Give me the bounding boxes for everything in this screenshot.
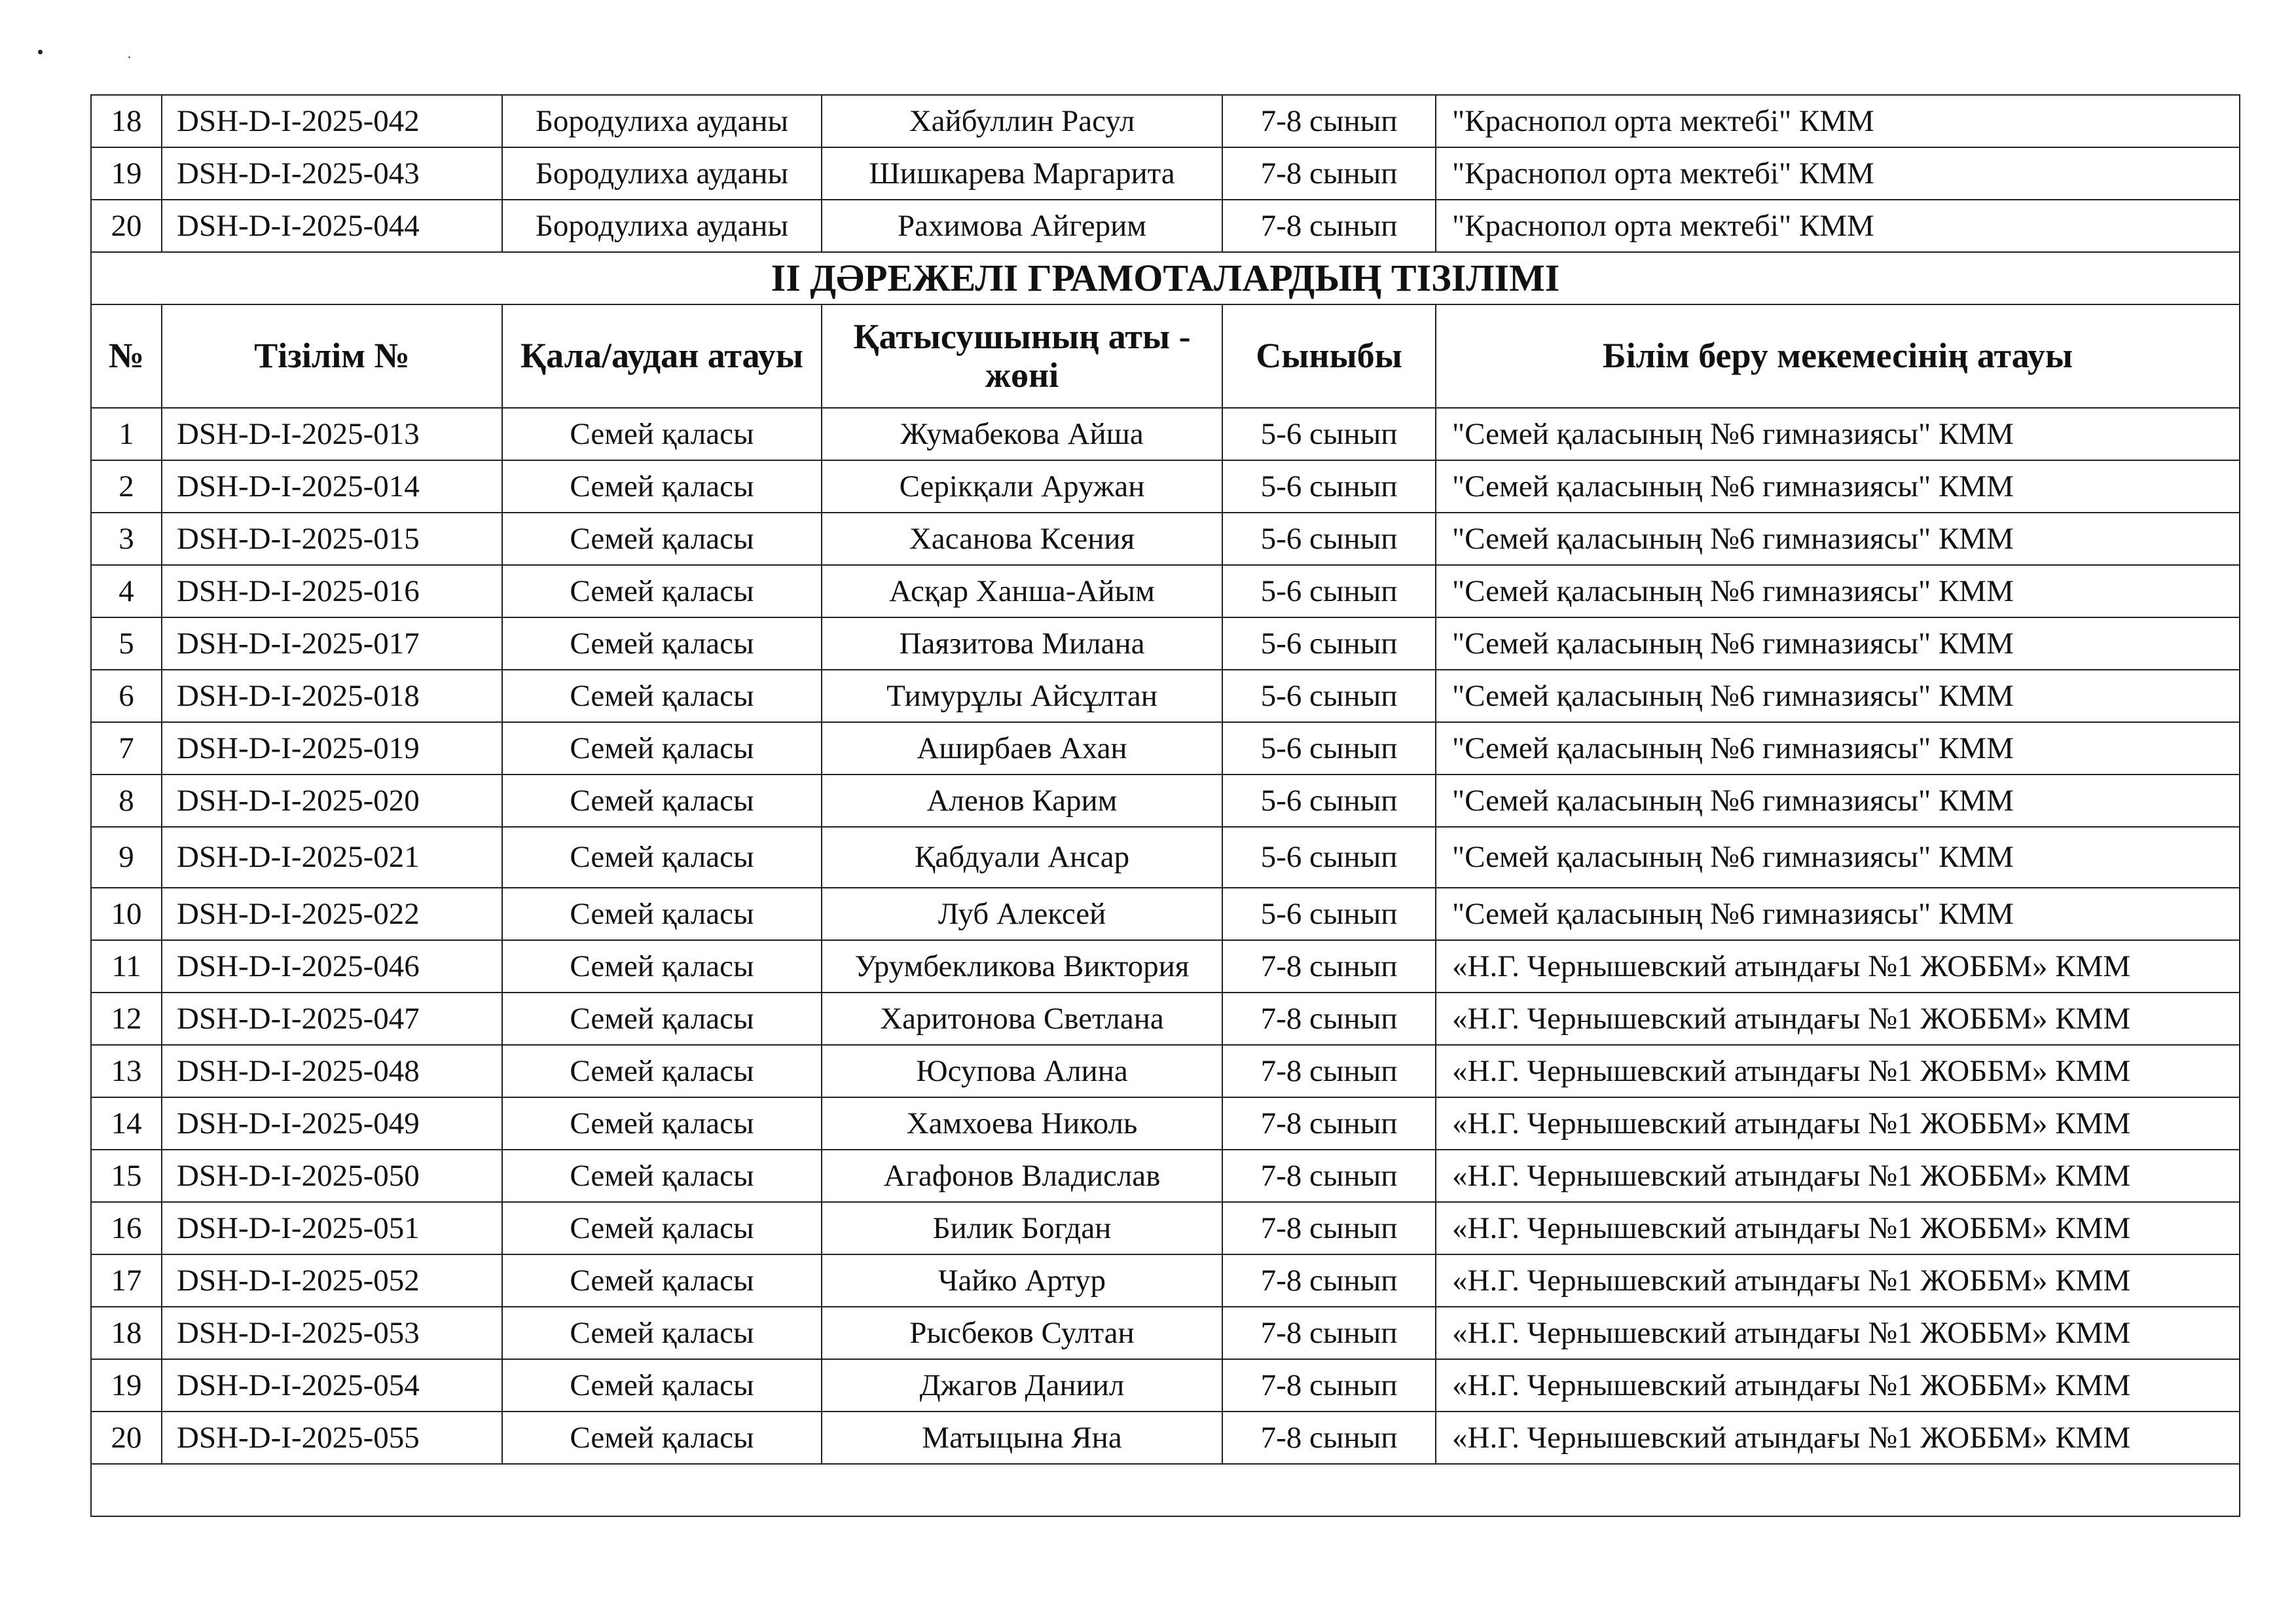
participant-name: Рахимова Айгерим [822, 200, 1222, 252]
district-name: Семей қаласы [502, 408, 822, 460]
registry-number: DSH-D-I-2025-055 [162, 1412, 502, 1464]
table-row [91, 1359, 2240, 1412]
district-name: Семей қаласы [502, 1412, 822, 1464]
school-name: «Н.Г. Чернышевский атындағы №1 ЖОББМ» КММ [1436, 1254, 2240, 1307]
participant-name: Харитонова Светлана [822, 993, 1222, 1045]
row-number: 7 [91, 722, 162, 775]
header-grade: Сыныбы [1222, 304, 1436, 408]
row-number: 13 [91, 1045, 162, 1097]
registry-number: DSH-D-I-2025-043 [162, 147, 502, 200]
registry-number: DSH-D-I-2025-046 [162, 940, 502, 993]
participant-name: Жумабекова Айша [822, 408, 1222, 460]
participant-name: Тимурұлы Айсұлтан [822, 670, 1222, 722]
row-number: 10 [91, 888, 162, 940]
registry-number: DSH-D-I-2025-049 [162, 1097, 502, 1150]
school-name: "Семей қаласының №6 гимназиясы" КММ [1436, 827, 2240, 888]
school-name: "Семей қаласының №6 гимназиясы" КММ [1436, 888, 2240, 940]
participant-name: Рысбеков Султан [822, 1307, 1222, 1359]
row-number: 5 [91, 617, 162, 670]
grade: 7-8 сынып [1222, 1202, 1436, 1254]
registry-number: DSH-D-I-2025-015 [162, 513, 502, 565]
table-row [91, 565, 2240, 617]
grade: 5-6 сынып [1222, 565, 1436, 617]
row-number: 6 [91, 670, 162, 722]
table-row [91, 722, 2240, 775]
row-number: 16 [91, 1202, 162, 1254]
district-name: Семей қаласы [502, 670, 822, 722]
district-name: Семей қаласы [502, 1202, 822, 1254]
school-name: «Н.Г. Чернышевский атындағы №1 ЖОББМ» КММ [1436, 1150, 2240, 1202]
registry-number: DSH-D-I-2025-053 [162, 1307, 502, 1359]
grade: 5-6 сынып [1222, 888, 1436, 940]
participant-name: Матыцына Яна [822, 1412, 1222, 1464]
table-row [91, 1097, 2240, 1150]
participant-name: Аленов Карим [822, 775, 1222, 827]
header-number: № [91, 304, 162, 408]
registry-number: DSH-D-I-2025-014 [162, 460, 502, 513]
participant-name: Хамхоева Николь [822, 1097, 1222, 1150]
row-number: 3 [91, 513, 162, 565]
school-name: «Н.Г. Чернышевский атындағы №1 ЖОББМ» КММ [1436, 1412, 2240, 1464]
section-title: II ДӘРЕЖЕЛІ ГРАМОТАЛАРДЫҢ ТІЗІЛІМІ [91, 252, 2240, 304]
registry-number: DSH-D-I-2025-047 [162, 993, 502, 1045]
scan-speck [128, 56, 130, 58]
participant-name: Паязитова Милана [822, 617, 1222, 670]
row-number: 9 [91, 827, 162, 888]
grade: 5-6 сынып [1222, 617, 1436, 670]
district-name: Семей қаласы [502, 722, 822, 775]
school-name: "Краснопол орта мектебі" КММ [1436, 95, 2240, 147]
district-name: Семей қаласы [502, 1097, 822, 1150]
row-number: 1 [91, 408, 162, 460]
table-row [91, 1412, 2240, 1464]
participant-name: Билик Богдан [822, 1202, 1222, 1254]
district-name: Бородулиха ауданы [502, 95, 822, 147]
district-name: Семей қаласы [502, 1150, 822, 1202]
row-number: 18 [91, 1307, 162, 1359]
registry-number: DSH-D-I-2025-051 [162, 1202, 502, 1254]
table-row [91, 408, 2240, 460]
district-name: Семей қаласы [502, 565, 822, 617]
school-name: «Н.Г. Чернышевский атындағы №1 ЖОББМ» КММ [1436, 1045, 2240, 1097]
grade: 5-6 сынып [1222, 827, 1436, 888]
row-number: 20 [91, 1412, 162, 1464]
school-name: "Краснопол орта мектебі" КММ [1436, 200, 2240, 252]
participant-name: Юсупова Алина [822, 1045, 1222, 1097]
table-row [91, 1307, 2240, 1359]
table-row [91, 940, 2240, 993]
district-name: Семей қаласы [502, 940, 822, 993]
district-name: Семей қаласы [502, 617, 822, 670]
school-name: "Семей қаласының №6 гимназиясы" КММ [1436, 617, 2240, 670]
registry-number: DSH-D-I-2025-016 [162, 565, 502, 617]
school-name: "Семей қаласының №6 гимназиясы" КММ [1436, 775, 2240, 827]
district-name: Семей қаласы [502, 1254, 822, 1307]
school-name: "Семей қаласының №6 гимназиясы" КММ [1436, 460, 2240, 513]
grade: 7-8 сынып [1222, 200, 1436, 252]
grade: 7-8 сынып [1222, 1307, 1436, 1359]
registry-number: DSH-D-I-2025-013 [162, 408, 502, 460]
grade: 7-8 сынып [1222, 993, 1436, 1045]
row-number: 4 [91, 565, 162, 617]
grade: 7-8 сынып [1222, 1097, 1436, 1150]
row-number: 2 [91, 460, 162, 513]
table-row [91, 670, 2240, 722]
table-row [91, 147, 2240, 200]
grade: 7-8 сынып [1222, 940, 1436, 993]
row-number: 15 [91, 1150, 162, 1202]
table-row [91, 617, 2240, 670]
row-number: 17 [91, 1254, 162, 1307]
district-name: Семей қаласы [502, 460, 822, 513]
school-name: "Семей қаласының №6 гимназиясы" КММ [1436, 408, 2240, 460]
district-name: Семей қаласы [502, 775, 822, 827]
grade: 7-8 сынып [1222, 95, 1436, 147]
registry-number: DSH-D-I-2025-018 [162, 670, 502, 722]
school-name: "Краснопол орта мектебі" КММ [1436, 147, 2240, 200]
table-row [91, 460, 2240, 513]
table-row [91, 95, 2240, 147]
participant-name: Чайко Артур [822, 1254, 1222, 1307]
empty-row [91, 1464, 2240, 1516]
section-title-row [91, 252, 2240, 304]
row-number: 20 [91, 200, 162, 252]
grade: 7-8 сынып [1222, 147, 1436, 200]
school-name: «Н.Г. Чернышевский атындағы №1 ЖОББМ» КММ [1436, 993, 2240, 1045]
grade: 5-6 сынып [1222, 513, 1436, 565]
school-name: "Семей қаласының №6 гимназиясы" КММ [1436, 513, 2240, 565]
header-registry: Тізілім № [162, 304, 502, 408]
table-row [91, 1202, 2240, 1254]
registry-number: DSH-D-I-2025-042 [162, 95, 502, 147]
registry-number: DSH-D-I-2025-022 [162, 888, 502, 940]
school-name: «Н.Г. Чернышевский атындағы №1 ЖОББМ» КММ [1436, 1202, 2240, 1254]
registry-number: DSH-D-I-2025-019 [162, 722, 502, 775]
school-name: "Семей қаласының №6 гимназиясы" КММ [1436, 722, 2240, 775]
table-row [91, 1254, 2240, 1307]
participant-name: Урумбекликова Виктория [822, 940, 1222, 993]
row-number: 8 [91, 775, 162, 827]
school-name: "Семей қаласының №6 гимназиясы" КММ [1436, 565, 2240, 617]
grade: 7-8 сынып [1222, 1254, 1436, 1307]
grade: 7-8 сынып [1222, 1412, 1436, 1464]
district-name: Семей қаласы [502, 1045, 822, 1097]
school-name: «Н.Г. Чернышевский атындағы №1 ЖОББМ» КММ [1436, 1307, 2240, 1359]
district-name: Семей қаласы [502, 888, 822, 940]
row-number: 11 [91, 940, 162, 993]
district-name: Семей қаласы [502, 993, 822, 1045]
row-number: 18 [91, 95, 162, 147]
registry-number: DSH-D-I-2025-017 [162, 617, 502, 670]
grade: 5-6 сынып [1222, 722, 1436, 775]
district-name: Семей қаласы [502, 1307, 822, 1359]
registry-number: DSH-D-I-2025-054 [162, 1359, 502, 1412]
table-row [91, 513, 2240, 565]
header-participant: Қатысушының аты - жөні [822, 304, 1222, 408]
district-name: Бородулиха ауданы [502, 147, 822, 200]
grade: 7-8 сынып [1222, 1359, 1436, 1412]
participant-name: Хасанова Ксения [822, 513, 1222, 565]
participant-name: Джагов Даниил [822, 1359, 1222, 1412]
table-row [91, 993, 2240, 1045]
participant-name: Аширбаев Ахан [822, 722, 1222, 775]
row-number: 19 [91, 1359, 162, 1412]
registry-number: DSH-D-I-2025-044 [162, 200, 502, 252]
grade: 7-8 сынып [1222, 1150, 1436, 1202]
participant-name: Серікқали Аружан [822, 460, 1222, 513]
school-name: «Н.Г. Чернышевский атындағы №1 ЖОББМ» КММ [1436, 1359, 2240, 1412]
empty-cell [91, 1464, 2240, 1516]
school-name: «Н.Г. Чернышевский атындағы №1 ЖОББМ» КММ [1436, 1097, 2240, 1150]
registry-number: DSH-D-I-2025-021 [162, 827, 502, 888]
header-school: Білім беру мекемесінің атауы [1436, 304, 2240, 408]
district-name: Семей қаласы [502, 513, 822, 565]
table-row [91, 200, 2240, 252]
register-table [90, 94, 2240, 1517]
participant-name: Шишкарева Маргарита [822, 147, 1222, 200]
district-name: Семей қаласы [502, 827, 822, 888]
row-number: 19 [91, 147, 162, 200]
registry-number: DSH-D-I-2025-020 [162, 775, 502, 827]
scan-speck [38, 50, 43, 54]
table-row [91, 775, 2240, 827]
registry-number: DSH-D-I-2025-052 [162, 1254, 502, 1307]
table-header-row [91, 304, 2240, 408]
table-row [91, 888, 2240, 940]
district-name: Семей қаласы [502, 1359, 822, 1412]
participant-name: Қабдуали Ансар [822, 827, 1222, 888]
registry-number: DSH-D-I-2025-048 [162, 1045, 502, 1097]
table-row [91, 1045, 2240, 1097]
school-name: «Н.Г. Чернышевский атындағы №1 ЖОББМ» КММ [1436, 940, 2240, 993]
participant-name: Хайбуллин Расул [822, 95, 1222, 147]
grade: 5-6 сынып [1222, 775, 1436, 827]
district-name: Бородулиха ауданы [502, 200, 822, 252]
grade: 5-6 сынып [1222, 460, 1436, 513]
school-name: "Семей қаласының №6 гимназиясы" КММ [1436, 670, 2240, 722]
grade: 5-6 сынып [1222, 408, 1436, 460]
participant-name: Асқар Ханша-Айым [822, 565, 1222, 617]
registry-number: DSH-D-I-2025-050 [162, 1150, 502, 1202]
row-number: 14 [91, 1097, 162, 1150]
row-number: 12 [91, 993, 162, 1045]
participant-name: Агафонов Владислав [822, 1150, 1222, 1202]
grade: 7-8 сынып [1222, 1045, 1436, 1097]
grade: 5-6 сынып [1222, 670, 1436, 722]
header-district: Қала/аудан атауы [502, 304, 822, 408]
participant-name: Луб Алексей [822, 888, 1222, 940]
table-row [91, 1150, 2240, 1202]
table-row [91, 827, 2240, 888]
